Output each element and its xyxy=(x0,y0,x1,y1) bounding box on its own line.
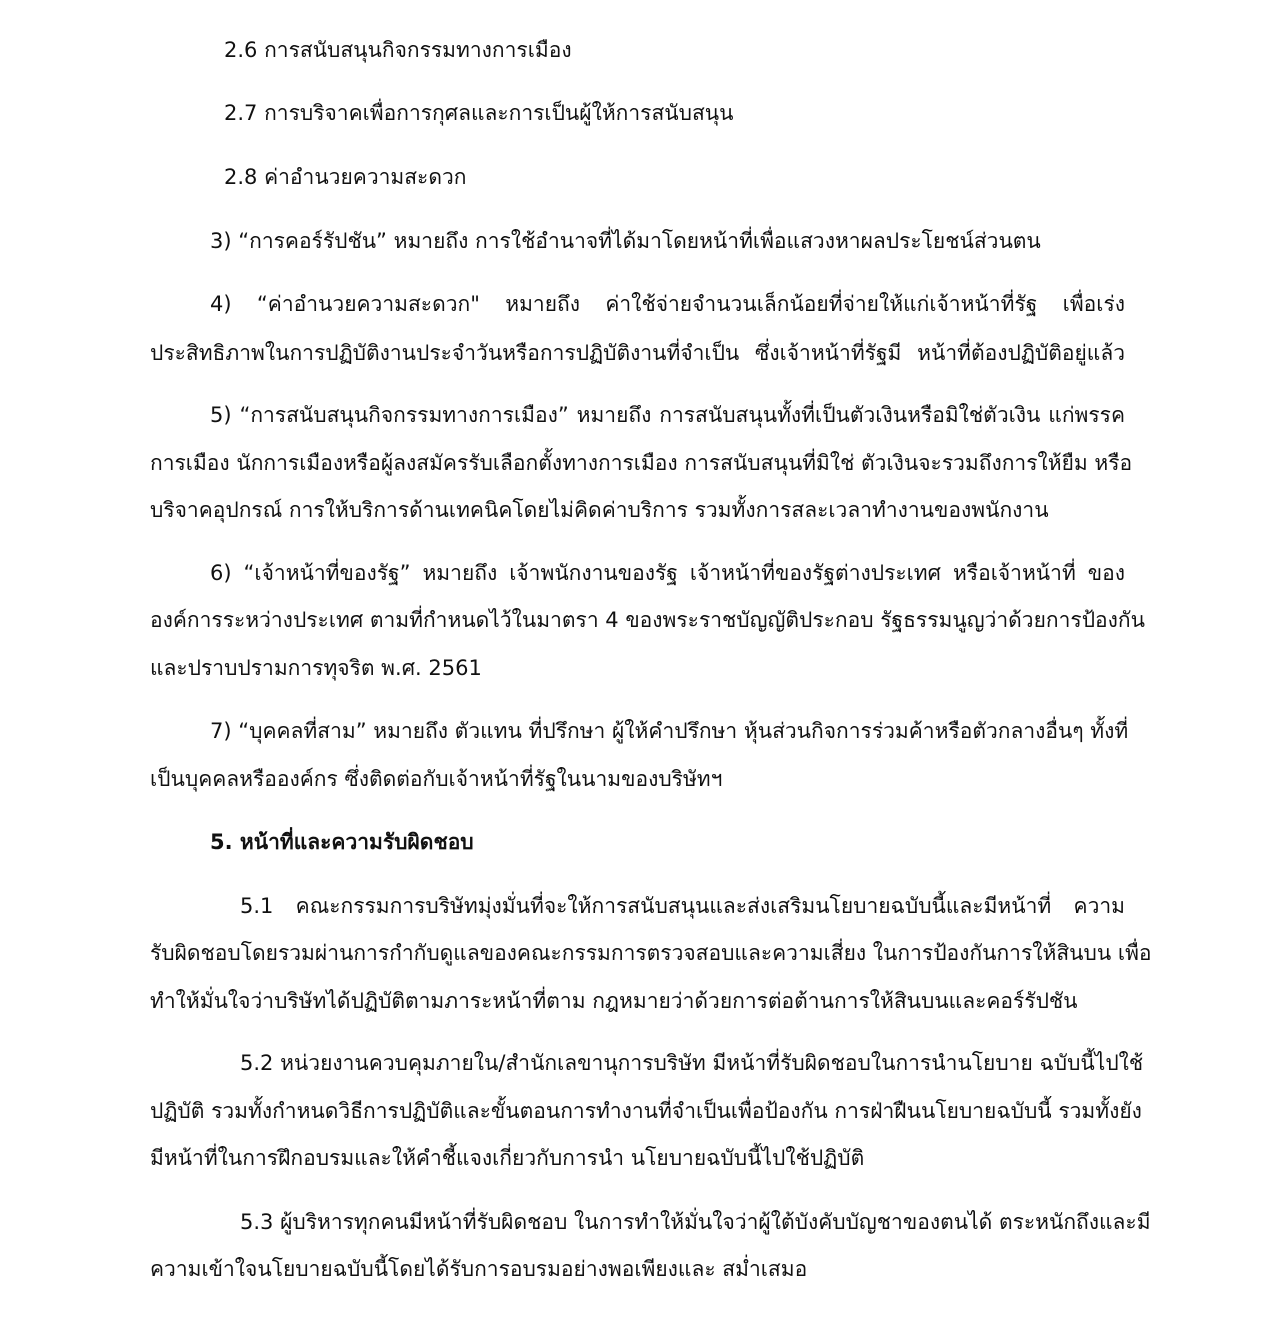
paragraph-5-1-line-1: 5.1 คณะกรรมการบริษัทมุ่งมั่นที่จะให้การสนับสนุนและส่งเสริมนโยบายฉบับนี้และมีหน้าที่ ความ xyxy=(240,894,1125,918)
definition-7-line-2: เป็นบุคคลหรือองค์กร ซึ่งติดต่อกับเจ้าหน้าที่รัฐในนามของบริษัทฯ xyxy=(150,767,723,791)
definition-6-line-3: และปราบปรามการทุจริต พ.ศ. 2561 xyxy=(150,656,482,680)
definition-5-line-3: บริจาคอุปกรณ์ การให้บริการด้านเทคนิคโดยไม่คิดค่าบริการ รวมทั้งการสละเวลาทำงานของพนักงาน xyxy=(150,498,1049,522)
section-5-heading: 5. หน้าที่และความรับผิดชอบ xyxy=(210,830,474,854)
definition-7-line-1: 7) “บุคคลที่สาม” หมายถึง ตัวแทน ที่ปรึกษา ผู้ให้คำปรึกษา หุ้นส่วนกิจการร่วมค้าหรือตัวกลางอื่นๆ ทั้งที่ xyxy=(210,719,1129,743)
definition-5-line-1: 5) “การสนับสนุนกิจกรรมทางการเมือง” หมายถึง การสนับสนุนทั้งที่เป็นตัวเงินหรือมิใช่ตัวเงิน แก่พรรค xyxy=(210,403,1125,427)
item-2-7: 2.7 การบริจาคเพื่อการกุศลและการเป็นผู้ให้การสนับสนุน xyxy=(224,101,734,125)
item-2-6: 2.6 การสนับสนุนกิจกรรมทางการเมือง xyxy=(224,38,572,62)
definition-4-line-1: 4) “ค่าอำนวยความสะดวก" หมายถึง ค่าใช้จ่ายจำนวนเล็กน้อยที่จ่ายให้แก่เจ้าหน้าที่รัฐ เพื่อเร่ง xyxy=(210,292,1125,316)
definition-6-line-2: องค์การระหว่างประเทศ ตามที่กำหนดไว้ในมาตรา 4 ของพระราชบัญญัติประกอบ รัฐธรรมนูญว่าด้วยการป้องกัน xyxy=(150,608,1145,632)
definition-6-line-1: 6) “เจ้าหน้าที่ของรัฐ” หมายถึง เจ้าพนักงานของรัฐ เจ้าหน้าที่ของรัฐต่างประเทศ หรือเจ้าหน้าที่ ของ xyxy=(210,561,1125,585)
paragraph-5-3-line-1: 5.3 ผู้บริหารทุกคนมีหน้าที่รับผิดชอบ ในการทำให้มั่นใจว่าผู้ใต้บังคับบัญชาของตนได้ ตระหนักถึงและมี xyxy=(240,1210,1151,1234)
paragraph-5-3-line-2: ความเข้าใจนโยบายฉบับนี้โดยได้รับการอบรมอย่างพอเพียงและ สม่ำเสมอ xyxy=(150,1257,808,1281)
definition-3: 3) “การคอร์รัปชัน” หมายถึง การใช้อำนาจที่ได้มาโดยหน้าที่เพื่อแสวงหาผลประโยชน์ส่วนตน xyxy=(210,229,1041,253)
item-2-8: 2.8 ค่าอำนวยความสะดวก xyxy=(224,165,467,189)
paragraph-5-2-line-3: มีหน้าที่ในการฝึกอบรมและให้คำชี้แจงเกี่ยวกับการนำ นโยบายฉบับนี้ไปใช้ปฏิบัติ xyxy=(150,1146,865,1170)
paragraph-5-1-line-3: ทำให้มั่นใจว่าบริษัทได้ปฏิบัติตามภาระหน้าที่ตาม กฎหมายว่าด้วยการต่อต้านการให้สินบนและคอร์รัปชัน xyxy=(150,989,1078,1013)
definition-4-line-2: ประสิทธิภาพในการปฏิบัติงานประจำวันหรือการปฏิบัติงานที่จำเป็น ซึ่งเจ้าหน้าที่รัฐมี หน้าที่ต้องปฏิบัติอยู่แล้ว xyxy=(150,341,1125,365)
paragraph-5-1-line-2: รับผิดชอบโดยรวมผ่านการกำกับดูแลของคณะกรรมการตรวจสอบและความเสี่ยง ในการป้องกันการให้สินบน เพื่อ xyxy=(150,941,1152,965)
paragraph-5-2-line-1: 5.2 หน่วยงานควบคุมภายใน/สำนักเลขานุการบริษัท มีหน้าที่รับผิดชอบในการนำนโยบาย ฉบับนี้ไปใช้ xyxy=(240,1051,1144,1075)
paragraph-5-2-line-2: ปฏิบัติ รวมทั้งกำหนดวิธีการปฏิบัติและขั้นตอนการทำงานที่จำเป็นเพื่อป้องกัน การฝ่าฝืนนโยบายฉบับนี้ รวมทั้งยัง xyxy=(150,1099,1142,1123)
definition-5-line-2: การเมือง นักการเมืองหรือผู้ลงสมัครรับเลือกตั้งทางการเมือง การสนับสนุนที่มิใช่ ตัวเงินจะรวมถึงการให้ยืม หรือ xyxy=(150,451,1133,475)
